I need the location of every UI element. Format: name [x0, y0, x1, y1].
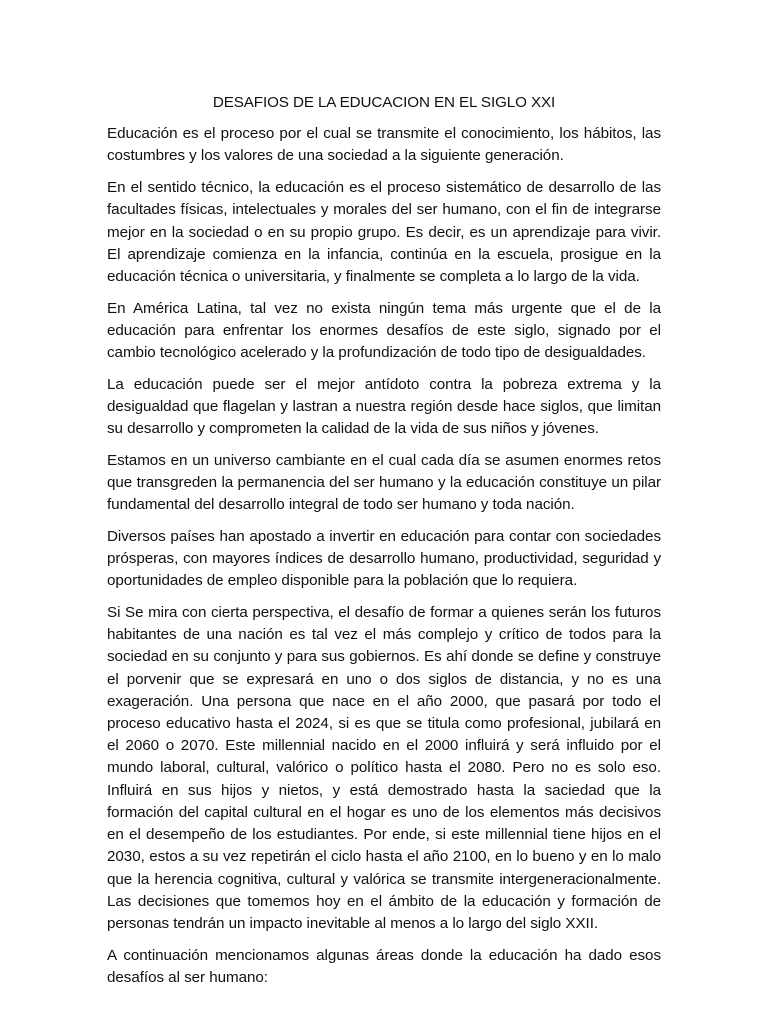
paragraph-definition: Educación es el proceso por el cual se transmite el conocimiento, los hábitos, las costumbres y los valores de una sociedad a la siguiente generación.	[107, 125, 661, 165]
paragraph-technical-sense: En el sentido técnico, la educación es el proceso sistemático de desarrollo de las facultades físicas, intelectuales y morales del ser humano, con el fin de integrarse mejor en la sociedad o en su propio grupo. Es decir, es un aprendizaje para vivir. El aprendizaje comienza en la infancia, continúa en la escuela, prosigue en la educación técnica o universitaria, y finalmente se completa a lo largo de la vida.	[107, 179, 661, 285]
document-title: DESAFIOS DE LA EDUCACION EN EL SIGLO XXI	[212, 94, 556, 111]
paragraph-countries-investment: Diversos países han apostado a invertir en educación para contar con sociedades prósperas, con mayores índices de desarrollo humano, productividad, seguridad y oportunidades de empleo disponible para la población que lo requiera.	[107, 527, 661, 590]
paragraph-antidote: La educación puede ser el mejor antídoto contra la pobreza extrema y la desigualdad que flagelan y lastran a nuestra región desde hace siglos, que limitan su desarrollo y comprometen la calidad de la vida de sus niños y jóvenes.	[107, 375, 661, 438]
paragraph-changing-universe: Estamos en un universo cambiante en el cual cada día se asumen enormes retos que transgreden la permanencia del ser humano y la educación constituye un pilar fundamental del desarrollo integral de todo ser humano y toda nación.	[107, 451, 661, 514]
paragraph-latin-america: En América Latina, tal vez no exista ningún tema más urgente que el de la educación para enfrentar los enormes desafíos de este siglo, signado por el cambio tecnológico acelerado y la profundización de todo tipo de desigualdades.	[107, 299, 661, 362]
paragraph-perspective: Si Se mira con cierta perspectiva, el desafío de formar a quienes serán los futuros habitantes de una nación es tal vez el más complejo y crítico de todos para la sociedad en su conjunto y para sus gobiernos. Es ahí donde se define y construye el porvenir que se expresará en uno o dos siglos de distancia, y no es una exageración. Una persona que nace en el año 2000, que pasará por todo el proceso educativo hasta el 2024, si es que se titula como profesional, jubilará en el 2060 o 2070. Este millennial nacido en el 2000 influirá y será influido por el mundo laboral, cultural, valórico o político hasta el 2080. Pero no es solo eso. Influirá en sus hijos y nietos, y está demostrado hasta la saciedad que la formación del capital cultural en el hogar es uno de los elementos más decisivos en el desempeño de los estudiantes. Por ende, si este millennial tiene hijos en el 2030, estos a su vez repetirán el ciclo hasta el año 2100, en lo bueno y en lo malo que la herencia cognitiva, cultural y valórica se transmite intergeneracionalmente. Las decisiones que tomemos hoy en el ámbito de la educación y formación de personas tendrán un impacto inevitable al menos a lo largo del siglo XXII.	[107, 604, 661, 932]
paragraph-areas-intro: A continuación mencionamos algunas áreas donde la educación ha dado esos desafíos al ser humano:	[107, 946, 661, 986]
